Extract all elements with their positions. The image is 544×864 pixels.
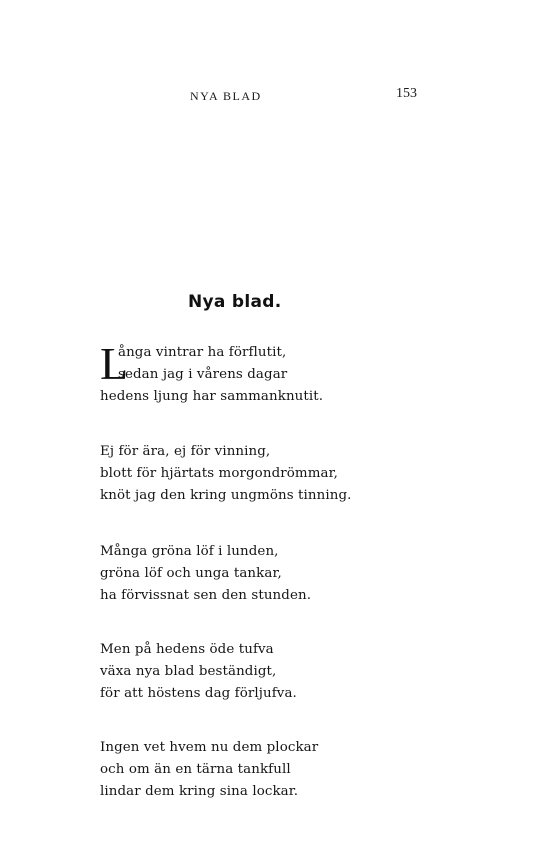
poem-line: lindar dem kring sina lockar. <box>100 784 299 799</box>
stanza-1 <box>100 342 324 408</box>
poem-line: gröna löf och unga tankar, <box>100 566 282 581</box>
poem-line: och om än en tärna tankfull <box>100 762 291 777</box>
poem-line: Ej för ära, ej för vinning, <box>100 444 271 459</box>
poem-line: ha förvissnat sen den stunden. <box>100 588 312 603</box>
stanza-5 <box>100 737 318 803</box>
poem-line: blott för hjärtats morgondrömmar, <box>100 466 338 481</box>
poem-title: Nya blad. <box>188 292 282 312</box>
poem-line: hedens ljung har sammanknutit. <box>100 389 324 404</box>
poem-line: för att höstens dag förljufva. <box>100 686 297 701</box>
page-number: 153 <box>396 86 417 101</box>
poem-line: knöt jag den kring ungmöns tinning. <box>100 488 352 503</box>
poem-line: ånga vintrar ha förflutit, <box>118 345 287 360</box>
stanza-2 <box>100 441 352 507</box>
poem-line: sedan jag i vårens dagar <box>118 367 288 382</box>
poem-line: Men på hedens öde tufva <box>100 642 274 657</box>
stanza-3 <box>100 541 311 607</box>
poem-line: växa nya blad beständigt, <box>100 664 277 679</box>
running-head: NYA BLAD <box>190 89 262 103</box>
stanza-4 <box>100 639 297 705</box>
drop-cap: L <box>100 338 129 389</box>
poem-line: Många gröna löf i lunden, <box>100 544 279 559</box>
poem-line: Ingen vet hvem nu dem plockar <box>100 740 319 755</box>
